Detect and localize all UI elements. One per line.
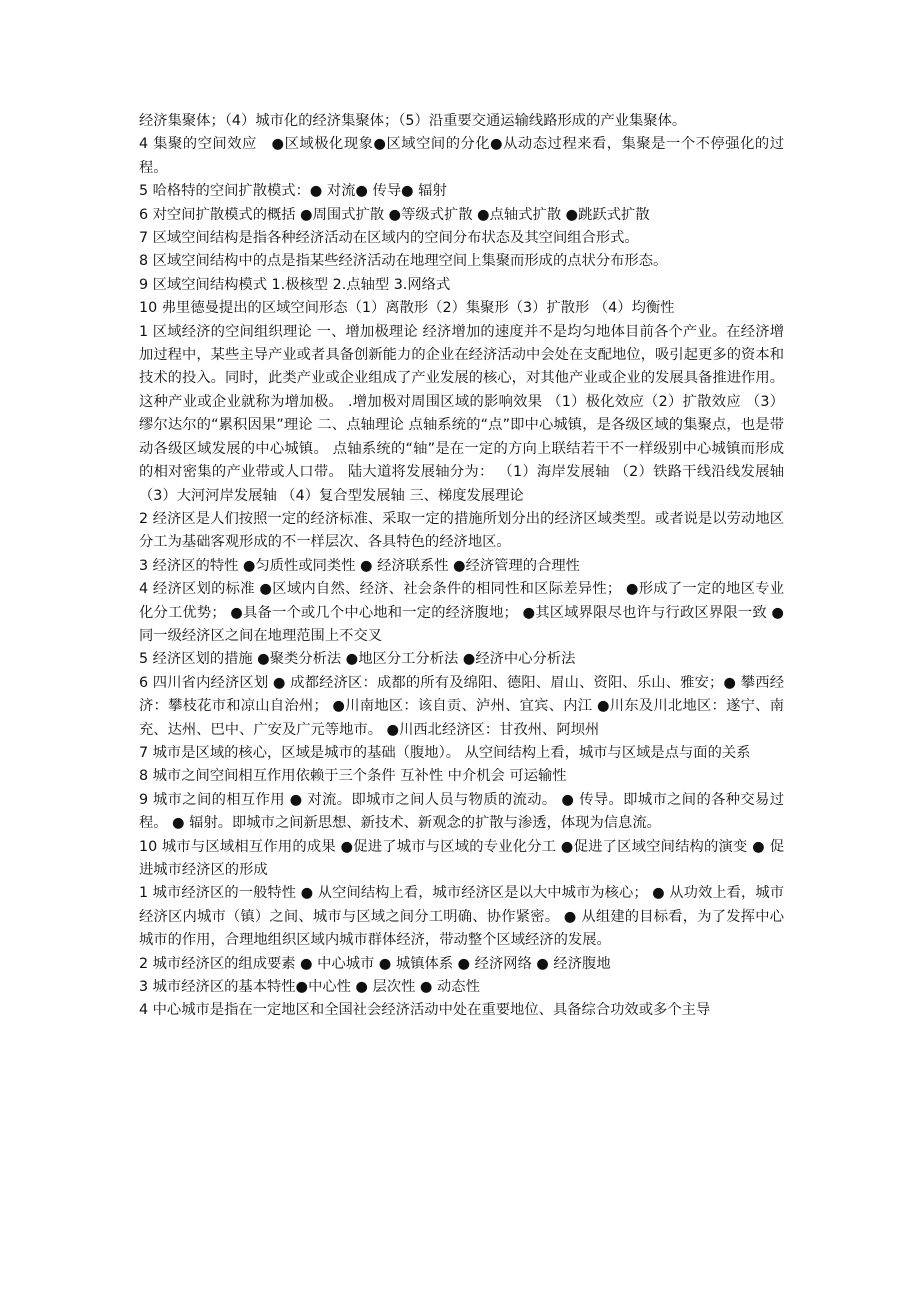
paragraph: 10 城市与区域相互作用的成果 ●促进了城市与区域的专业化分工 ●促进了区域空间结构的演变 ● 促进城市经济区的形成 bbox=[139, 838, 784, 878]
paragraph: 3 经济区的特性 ●匀质性或同类性 ● 经济联系性 ●经济管理的合理性 bbox=[139, 557, 580, 574]
paragraph: 2 城市经济区的组成要素 ● 中心城市 ● 城镇体系 ● 经济网络 ● 经济腹地 bbox=[139, 955, 611, 972]
paragraph: 6 对空间扩散模式的概括 ●周围式扩散 ●等级式扩散 ●点轴式扩散 ●跳跃式扩散 bbox=[139, 206, 650, 223]
paragraph: 经济集聚体；（4）城市化的经济集聚体；（5）沿重要交通运输线路形成的产业集聚体。 bbox=[139, 113, 687, 129]
paragraph: 7 区域空间结构是指各种经济活动在区域内的空间分布状态及其空间组合形式。 bbox=[139, 230, 639, 247]
paragraph: 4 集聚的空间效应 ●区域极化现象●区域空间的分化●从动态过程来看，集聚是一个不停强化的过程。 bbox=[139, 136, 784, 176]
paragraph: 3 城市经济区的基本特性●中心性 ● 层次性 ● 动态性 bbox=[139, 979, 480, 996]
paragraph: 7 城市是区域的核心，区域是城市的基础（腹地）。 从空间结构上看，城市与区域是点与面的关系 bbox=[139, 744, 751, 761]
paragraph: 5 哈格特的空间扩散模式：● 对流● 传导● 辐射 bbox=[139, 183, 447, 200]
paragraph: 8 区域空间结构中的点是指某些经济活动在地理空间上集聚而形成的点状分布形态。 bbox=[139, 253, 668, 270]
paragraph: 8 城市之间空间相互作用依赖于三个条件 互补性 中介机会 可运输性 bbox=[139, 768, 567, 785]
paragraph: 10 弗里德曼提出的区域空间形态（1）离散形（2）集聚形（3）扩散形 （4）均衡性 bbox=[139, 300, 675, 317]
paragraph: 9 区域空间结构模式 1.极核型 2.点轴型 3.网络式 bbox=[139, 276, 451, 293]
paragraph: 9 城市之间的相互作用 ● 对流。即城市之间人员与物质的流动。 ● 传导。即城市之间的各种交易过程。 ● 辐射。即城市之间新思想、新技术、新观念的扩散与渗透，体现为信息流。 bbox=[139, 791, 784, 832]
paragraph: 6 四川省内经济区划 ● 成都经济区：成都的所有及绵阳、德阳、眉山、资阳、乐山、雅安；● 攀西经济：攀枝花市和凉山自治州； ●川南地区：该自贡、泸州、宜宾、内江 ●川东及川北地区：遂宁、南充、达州、巴中、广安及广元等地市。 ●川西北经济区：甘孜州、阿坝州 bbox=[139, 674, 784, 738]
paragraph: 5 经济区划的措施 ●聚类分析法 ●地区分工分析法 ●经济中心分析法 bbox=[139, 651, 576, 668]
paragraph: 1 区域经济的空间组织理论 一、增加极理论 经济增加的速度并不是均匀地体目前各个产业。在经济增加过程中，某些主导产业或者具备创新能力的企业在经济活动中会处在支配地位，吸引起更多的资本和技术的投入。同时，此类产业或企业组成了产业发展的核心，对其他产业或企业的发展具备推进作用。这种产业或企业就称为增加极。 .增加极对周围区域的影响效果 （1）极化效应（2）扩散效应 （3）缪尔达尔的“累积因果”理论 二、点轴理论 点轴系统的“点”即中心城镇，是各级区域的集聚点，也是带动各级区域发展的中心城镇。 点轴系统的“轴”是在一定的方向上联结若干不一样级别中心城镇而形成的相对密集的产业带或人口带。 陆大道将发展轴分为： （1）海岸发展轴 （2）铁路干线沿线发展轴 （3）大河河岸发展轴 （4）复合型发展轴 三、梯度发展理论 bbox=[139, 323, 784, 504]
paragraph: 4 经济区划的标准 ●区域内自然、经济、社会条件的相同性和区际差异性； ●形成了一定的地区专业化分工优势； ●具备一个或几个中心地和一定的经济腹地； ●其区域界限尽也许与行政区界限一致 ●同一级经济区之间在地理范围上不交叉 bbox=[139, 581, 784, 644]
paragraph: 4 中心城市是指在一定地区和全国社会经济活动中处在重要地位、具备综合功效或多个主导 bbox=[139, 1002, 711, 1019]
paragraph: 2 经济区是人们按照一定的经济标准、采取一定的措施所划分出的经济区域类型。或者说是以劳动地区分工为基础客观形成的不一样层次、各具特色的经济地区。 bbox=[139, 510, 784, 551]
paragraph: 1 城市经济区的一般特性 ● 从空间结构上看，城市经济区是以大中城市为核心； ● 从功效上看，城市经济区内城市（镇）之间、城市与区域之间分工明确、协作紧密。 ● 从组建的目标看，为了发挥中心城市的作用，合理地组织区域内城市群体经济，带动整个区域经济的发展。 bbox=[139, 885, 784, 949]
document-body bbox=[139, 110, 784, 1023]
